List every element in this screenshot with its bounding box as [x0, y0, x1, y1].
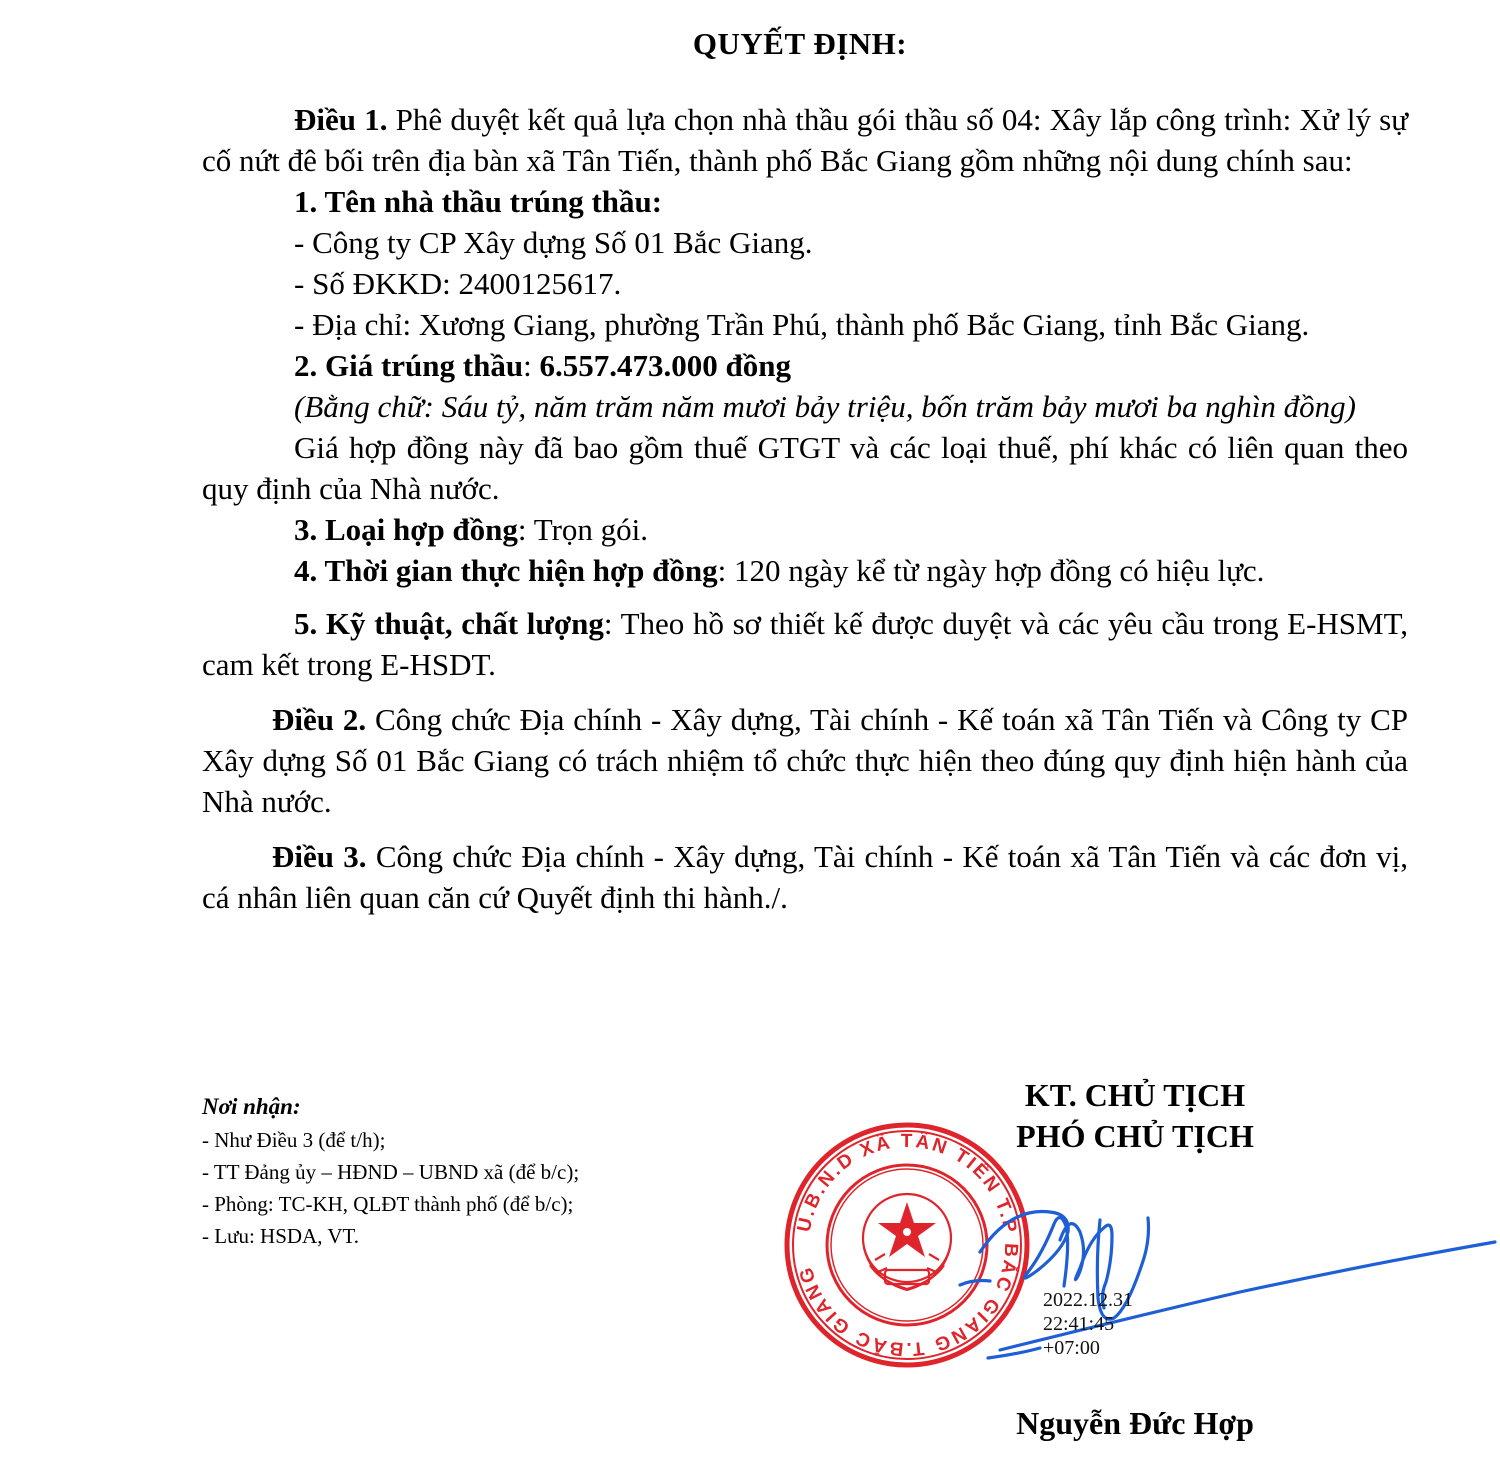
digital-signature-timestamp — [1043, 1288, 1133, 1360]
article-1-text: Phê duyệt kết quả lựa chọn nhà thầu gói thầu số 04: Xây lắp công trình: Xử lý sự cố nứt đê bối trên địa bàn xã Tân Tiến, thành phố Bắc Giang gồm những nội dung chính sau: — [202, 102, 1409, 178]
article-1-label: Điều 1. — [294, 102, 388, 137]
item-1-registration: - Số ĐKKD: 2400125617. — [294, 266, 622, 301]
timestamp-zone: +07:00 — [1043, 1337, 1100, 1359]
article-2-label: Điều 2. — [272, 702, 367, 737]
item-1-company: - Công ty CP Xây dựng Số 01 Bắc Giang. — [294, 225, 813, 260]
article-3-label: Điều 3. — [272, 839, 367, 874]
item-1-address: - Địa chỉ: Xương Giang, phường Trần Phú, thành phố Bắc Giang, tỉnh Bắc Giang. — [294, 307, 1310, 342]
item-2-value: 6.557.473.000 đồng — [539, 348, 791, 383]
item-5-value: : Theo hồ sơ thiết kế được duyệt và các yêu cầu trong E-HSMT, cam kết trong E-HSDT. — [202, 606, 1408, 682]
signature-title-line-2: PHÓ CHỦ TỊCH — [1016, 1118, 1254, 1154]
article-1-paragraph — [202, 99, 1408, 181]
recipients-block — [202, 1090, 579, 1252]
item-3-label: 3. Loại hợp đồng — [294, 512, 518, 547]
item-2-price — [202, 345, 1408, 386]
recipient-item: - Lưu: HSDA, VT. — [202, 1224, 360, 1248]
recipient-item: - TT Đảng ủy – HĐND – UBND xã (để b/c); — [202, 1160, 580, 1184]
recipient-item: - Như Điều 3 (để t/h); — [202, 1128, 386, 1152]
handwritten-signature-icon — [940, 1180, 1500, 1370]
signer-name: Nguyễn Đức Hợp — [1016, 1405, 1254, 1441]
document-body — [202, 99, 1408, 918]
article-3-paragraph — [202, 836, 1408, 918]
item-2-note: Giá hợp đồng này đã bao gồm thuế GTGT và các loại thuế, phí khác có liên quan theo quy định của Nhà nước. — [202, 430, 1408, 506]
item-1-heading: 1. Tên nhà thầu trúng thầu: — [294, 184, 663, 219]
item-4-value: : 120 ngày kể từ ngày hợp đồng có hiệu lực. — [717, 553, 1265, 588]
item-5-label: 5. Kỹ thuật, chất lượng — [294, 606, 604, 641]
article-2-paragraph — [202, 699, 1408, 822]
seal-ring-text: U.B.N.D XÃ TÂN TIẾN T.P BẮC GIANG T.BẮC GIANG — [793, 1130, 1022, 1360]
timestamp-date: 2022.12.31 — [1043, 1289, 1133, 1311]
item-2-in-words: (Bằng chữ: Sáu tỷ, năm trăm năm mươi bảy triệu, bốn trăm bảy mươi ba nghìn đồng) — [294, 389, 1356, 424]
document-title: QUYẾT ĐỊNH: — [692, 26, 908, 61]
item-2-label: 2. Giá trúng thầu — [294, 348, 524, 383]
item-2-separator: : — [523, 348, 540, 383]
item-4-label: 4. Thời gian thực hiện hợp đồng — [294, 553, 718, 588]
article-2-text: Công chức Địa chính - Xây dựng, Tài chính - Kế toán xã Tân Tiến và Công ty CP Xây dựng Số 01 Bắc Giang có trách nhiệm tổ chức thực hiện theo đúng quy định hiện hành của Nhà nước. — [202, 702, 1408, 819]
item-5-quality — [202, 603, 1408, 685]
recipients-heading: Nơi nhận: — [202, 1094, 301, 1119]
signature-title-line-1: KT. CHỦ TỊCH — [1024, 1077, 1246, 1113]
item-4-duration — [202, 550, 1408, 591]
recipient-item: - Phòng: TC-KH, QLĐT thành phố (để b/c); — [202, 1192, 574, 1216]
article-3-text: Công chức Địa chính - Xây dựng, Tài chính - Kế toán xã Tân Tiến và các đơn vị, cá nhân liên quan căn cứ Quyết định thi hành./. — [202, 839, 1408, 915]
item-3-value: : Trọn gói. — [517, 512, 649, 547]
timestamp-time: 22:41:45 — [1043, 1313, 1115, 1335]
item-3-contract-type — [202, 509, 1408, 550]
